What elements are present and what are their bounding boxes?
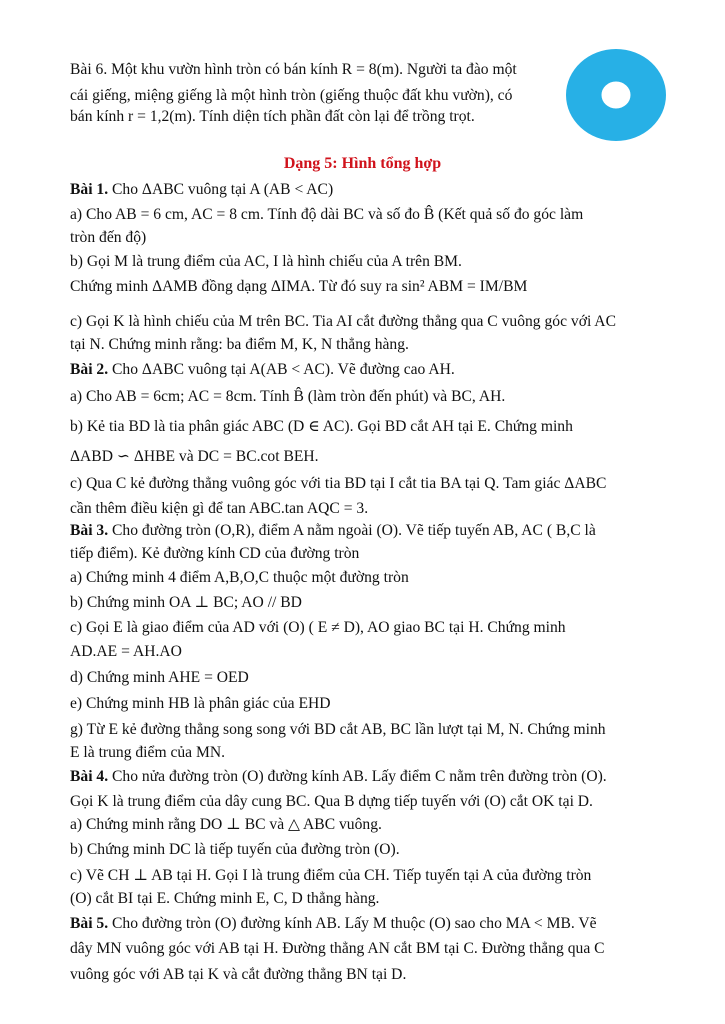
exercise-line: Bài 1. Cho ΔABC vuông tại A (AB < AC)	[70, 181, 334, 198]
exercise-line: Bài 4. Cho nửa đường tròn (O) đường kính AB. Lấy điểm C nằm trên đường tròn (O).	[70, 768, 607, 785]
exercise-line: vuông góc với AB tại K và cắt đường thẳng BN tại D.	[70, 966, 407, 983]
exercise-line: Bài 2. Cho ΔABC vuông tại A(AB < AC). Vẽ đường cao AH.	[70, 361, 455, 378]
exercise-line: a) Chứng minh 4 điểm A,B,O,C thuộc một đường tròn	[70, 569, 409, 586]
bai6-line-1: Bài 6. Một khu vườn hình tròn có bán kính R = 8(m). Người ta đào một	[70, 61, 517, 78]
exercise-line: ΔABD ∽ ΔHBE và DC = BC.cot BEH.	[70, 448, 319, 465]
exercise-line: Bài 3. Cho đường tròn (O,R), điểm A nằm ngoài (O). Vẽ tiếp tuyến AB, AC ( B,C là	[70, 522, 596, 539]
exercise-line: c) Gọi K là hình chiếu của M trên BC. Tia AI cắt đường thẳng qua C vuông góc với AC	[70, 313, 616, 330]
exercise-line: tiếp điểm). Kẻ đường kính CD của đường tròn	[70, 545, 360, 562]
exercise-line: b) Chứng minh DC là tiếp tuyến của đường tròn (O).	[70, 841, 400, 858]
exercise-line: E là trung điểm của MN.	[70, 744, 226, 761]
bai6-line-2: cái giếng, miệng giếng là một hình tròn (giếng thuộc đất khu vườn), có	[70, 87, 513, 104]
exercise-line: b) Kẻ tia BD là tia phân giác ABC (D ∈ AC). Gọi BD cắt AH tại E. Chứng minh	[70, 418, 573, 435]
exercise-line: b) Gọi M là trung điểm của AC, I là hình chiếu của A trên BM.	[70, 253, 462, 270]
bai6-line-3: bán kính r = 1,2(m). Tính diện tích phần đất còn lại để trồng trọt.	[70, 108, 475, 125]
exercise-line: c) Gọi E là giao điểm của AD với (O) ( E ≠ D), AO giao BC tại H. Chứng minh	[70, 619, 566, 636]
exercise-line: cần thêm điều kiện gì để tan ABC.tan AQC = 3.	[70, 500, 369, 517]
exercise-line: b) Chứng minh OA ⊥ BC; AO // BD	[70, 594, 302, 611]
exercise-line: AD.AE = AH.AO	[70, 643, 182, 660]
section-heading: Dạng 5: Hình tổng hợp	[283, 155, 442, 172]
exercise-line: a) Cho AB = 6cm; AC = 8cm. Tính B̂ (làm tròn đến phút) và BC, AH.	[70, 388, 506, 405]
annulus-ring-icon	[564, 47, 668, 143]
exercise-line: Chứng minh ΔAMB đồng dạng ΔIMA. Từ đó suy ra sin² ABM = IM/BM	[70, 278, 528, 295]
exercise-line: (O) cắt BI tại E. Chứng minh E, C, D thẳng hàng.	[70, 890, 380, 907]
exercise-line: a) Cho AB = 6 cm, AC = 8 cm. Tính độ dài BC và số đo B̂ (Kết quả số đo góc làm	[70, 206, 584, 223]
exercise-line: tại N. Chứng minh rằng: ba điểm M, K, N thẳng hàng.	[70, 336, 409, 353]
exercise-line: d) Chứng minh AHE = OED	[70, 669, 249, 686]
exercise-line: e) Chứng minh HB là phân giác của EHD	[70, 695, 331, 712]
exercise-line: Bài 5. Cho đường tròn (O) đường kính AB. Lấy M thuộc (O) sao cho MA < MB. Vẽ	[70, 915, 597, 932]
exercise-line: g) Từ E kẻ đường thẳng song song với BD cắt AB, BC lần lượt tại M, N. Chứng minh	[70, 721, 606, 738]
exercise-line: c) Vẽ CH ⊥ AB tại H. Gọi I là trung điểm của CH. Tiếp tuyến tại A của đường tròn	[70, 867, 592, 884]
exercise-line: Gọi K là trung điểm của dây cung BC. Qua B dựng tiếp tuyến với (O) cắt OK tại D.	[70, 793, 593, 810]
exercise-line: tròn đến độ)	[70, 229, 147, 246]
exercise-line: a) Chứng minh rằng DO ⊥ BC và △ ABC vuông.	[70, 816, 382, 833]
exercise-line: c) Qua C kẻ đường thẳng vuông góc với tia BD tại I cắt tia BA tại Q. Tam giác ΔABC	[70, 475, 607, 492]
exercise-line: dây MN vuông góc với AB tại H. Đường thẳng AN cắt BM tại C. Đường thẳng qua C	[70, 940, 605, 957]
